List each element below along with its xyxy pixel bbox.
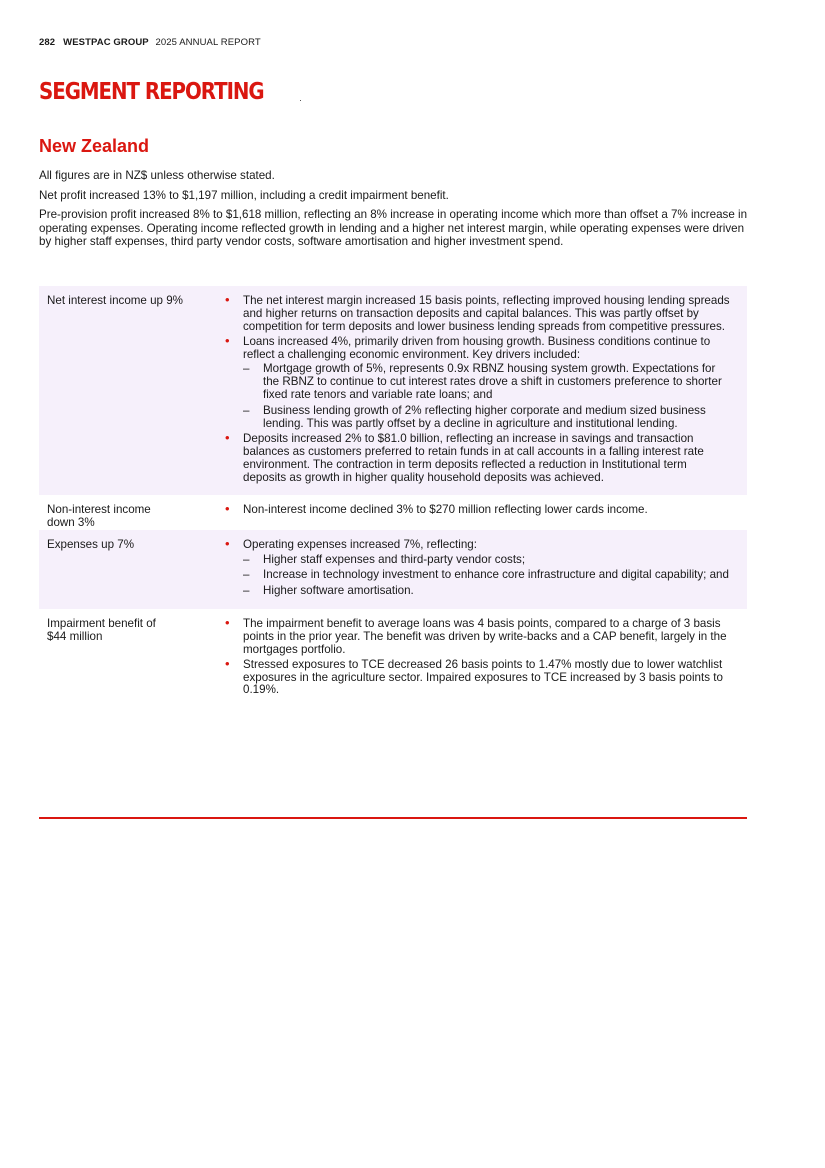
sub-bullet-item: – Increase in technology investment to enhance core infrastructure and digital capability; and [243, 569, 733, 582]
stray-dot [300, 100, 301, 101]
table-row [39, 286, 747, 495]
row-label: Impairment benefit of $44 million [47, 616, 156, 643]
bullet-item: • Deposits increased 2% to $81.0 billion, reflecting an increase in savings and transaction balances as customers preferred to retain funds in at call accounts in a falling interest rate environment. The contraction in term deposits reflected a reduction in Institutional term deposits as growth in higher quality household deposits was achieved. [217, 433, 733, 484]
row-content [217, 286, 747, 495]
page-header [39, 37, 261, 48]
row-label: Net interest income up 9% [47, 294, 183, 307]
section-title: New Zealand [39, 136, 150, 156]
row-content [217, 495, 747, 530]
bullet-item: • Operating expenses increased 7%, reflecting: – Higher staff expenses and third-party vendor costs; – Increase in technology investment to enhance core infrastructure and digital capability; and – Higher software amortisation. [217, 539, 733, 598]
row-content [217, 530, 747, 609]
row-content [217, 609, 747, 708]
page-number: 282 [39, 37, 56, 48]
row-label: Expenses up 7% [47, 537, 135, 551]
intro-text [39, 169, 749, 255]
report-name: 2025 ANNUAL REPORT [155, 37, 261, 48]
table-row [39, 609, 747, 708]
page-title: SEGMENT REPORTING [39, 79, 264, 105]
table-row [39, 495, 747, 530]
table-bottom-rule [39, 817, 747, 819]
bullet-item: • Non-interest income declined 3% to $270 million reflecting lower cards income. [217, 504, 733, 517]
intro-paragraph: Pre-provision profit increased 8% to $1,618 million, reflecting an 8% increase in operating income which more than offset a 7% increase in operating expenses. Operating income reflected growth in lending and a higher net interest margin, while operating expenses were driven by higher staff expenses, third party vendor costs, software amortisation and higher investment spend. [39, 208, 748, 248]
sub-bullet-item: – Mortgage growth of 5%, represents 0.9x RBNZ housing system growth. Expectations for the RBNZ to continue to cut interest rates drove a shift in customers preference to shorter fixed rate tenors and variable rate loans; and [243, 363, 733, 401]
bullet-item: • Stressed exposures to TCE decreased 26 basis points to 1.47% mostly due to lower watchlist exposures in the agriculture sector. Impaired exposures to TCE increased by 3 basis points to 0.19%. [217, 659, 733, 697]
sub-bullet-item: – Business lending growth of 2% reflecting higher corporate and medium sized business lending. This was partly offset by a decline in agriculture and institutional lending. [243, 405, 733, 431]
bullet-item: • Loans increased 4%, primarily driven from housing growth. Business conditions continue to reflect a challenging economic environment. Key drivers included: – Mortgage growth of 5%, represents 0.9x RBNZ housing system growth. Expectations for the RBNZ to continue to cut interest rates drove a shift in customers preference to shorter fixed rate tenors and variable rate loans; and – Business lending growth of 2% reflecting higher corporate and medium sized business lending. This was partly offset by a decline in agriculture and institutional lending. [217, 336, 733, 431]
row-label: Non-interest income down 3% [47, 503, 151, 529]
sub-bullet-item: – Higher staff expenses and third-party vendor costs; [243, 554, 733, 567]
bullet-item: • The impairment benefit to average loans was 4 basis points, compared to a charge of 3 basis points in the prior year. The benefit was driven by write-backs and a CAP benefit, largely in the mortgages portfolio. [217, 618, 733, 656]
intro-paragraph: All figures are in NZ$ unless otherwise stated. [39, 169, 275, 182]
sub-bullet-item: – Higher software amortisation. [243, 585, 733, 598]
intro-paragraph: Net profit increased 13% to $1,197 million, including a credit impairment benefit. [39, 188, 449, 202]
brand-name: WESTPAC GROUP [63, 37, 149, 48]
bullet-item: • The net interest margin increased 15 basis points, reflecting improved housing lending spreads and higher returns on transaction deposits and capital balances. This was partly offset by competition for term deposits and lower business lending spreads from competitive pressures. [217, 295, 733, 333]
table-row [39, 530, 747, 609]
segment-table [39, 286, 747, 708]
